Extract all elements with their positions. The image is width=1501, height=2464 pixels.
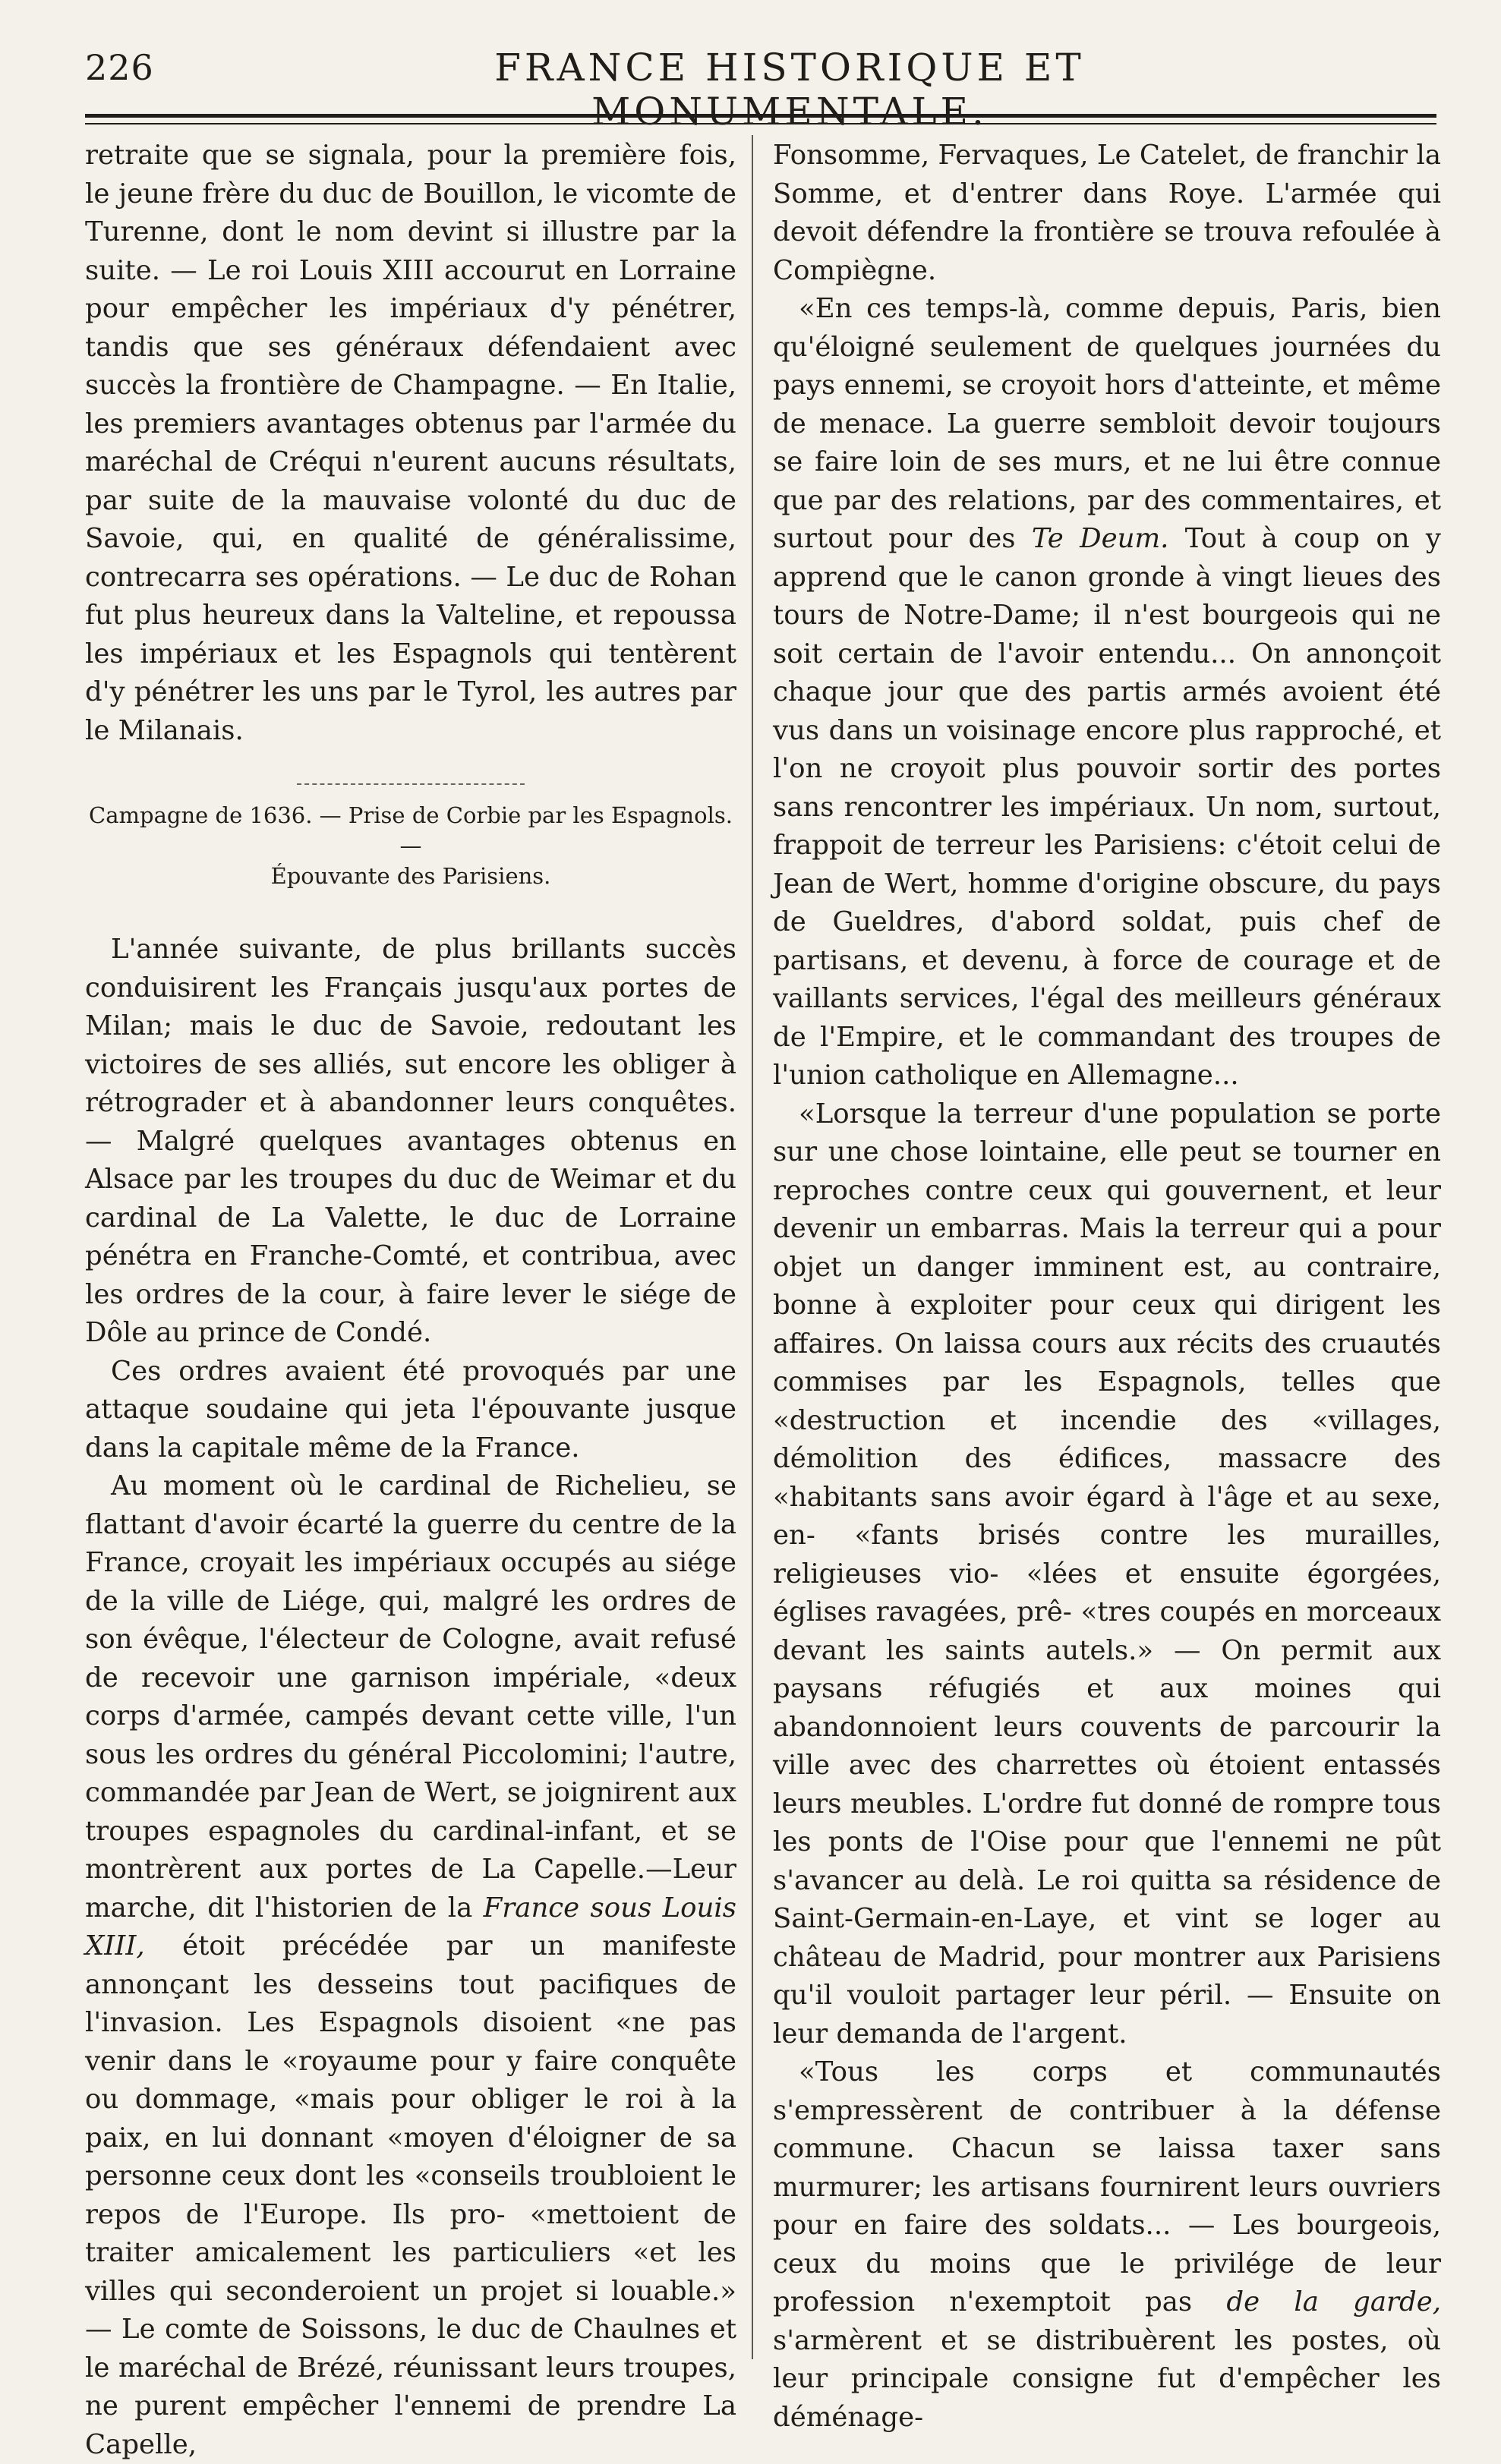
left-paragraph-3: Ces ordres avaient été provoqués par une attaque soudaine qui jeta l'épouvante jusque dans la capitale même de la France. xyxy=(85,1355,736,1464)
left-column xyxy=(85,137,736,2464)
page-number: 226 xyxy=(85,47,154,88)
section-heading-line-2: Épouvante des Parisiens. xyxy=(270,863,551,889)
section-heading-line-1: Campagne de 1636. — Prise de Corbie par les Espagnols. — xyxy=(89,802,733,859)
right-column xyxy=(773,137,1441,2437)
running-title: FRANCE HISTORIQUE ET MONUMENTALE. xyxy=(494,46,1085,134)
left-paragraph-4 xyxy=(85,1467,736,2464)
te-deum-italic: Te Deum. xyxy=(1031,523,1169,554)
section-heading xyxy=(85,800,736,891)
right-paragraph-4 xyxy=(773,2053,1441,2437)
garde-italic: de la garde, xyxy=(1226,2286,1441,2317)
section-ornament-rule xyxy=(297,783,525,785)
left-paragraph-4-text-a: Au moment où le cardinal de Richelieu, se flattant d'avoir écarté la guerre du centre de la France, croyait les impériaux occupés au siége de la ville de Liége, qui, malgré les ordres de son évêque, l'électeur de Cologne, avait refusé de recevoir une garnison impériale, «deux corps d'armée, campés devant cette ville, l'un sous les ordres du général Piccolomini; l'autre, commandée par Jean de Wert, se joignirent aux troupes espagnoles du cardinal-infant, et se montrèrent aux portes de La Capelle.—Leur marche, dit l'historien de la xyxy=(85,1470,736,1924)
right-paragraph-3: «Lorsque la terreur d'une population se porte sur une chose lointaine, elle peut se tourner en reproches contre ceux qui gouvernent, et leur devenir un embarras. Mais la terreur qui a pour objet un danger imminent est, au contraire, bonne à exploiter pour ceux qui dirigent les affaires. On laissa cours aux récits des cruautés commises par les Espagnols, telles que «destruction et incendie des «villages, démolition des édifices, massacre des «habitants sans avoir égard à l'âge et au sexe, en- «fants brisés contre les murailles, religieuses vio- «lées et ensuite égorgées, églises ravagées, prê- «tres coupés en morceaux devant les saints autels.» — On permit aux paysans réfugiés et aux moines qui abandonnoient leurs couvents de parcourir la ville avec des charrettes où étoient entassés leurs meubles. L'ordre fut donné de rompre tous les ponts de l'Oise pour que l'ennemi ne pût s'avancer au delà. Le roi quitta sa résidence de Saint-Germain-en-Laye, et vint se loger au château de Madrid, pour montrer aux Parisiens qu'il vouloit partager leur péril. — Ensuite on leur demanda de l'argent. xyxy=(773,1098,1441,2050)
right-paragraph-2-text-b: Tout à coup on y apprend que le canon gronde à vingt lieues des tours de Notre-Dame; il n'est bourgeois qui ne soit certain de l'avoir entendu... On annonçoit chaque jour que des partis armés avoient été vus dans un voisinage encore plus rapproché, et l'on ne croyoit plus pouvoir sortir des portes sans rencontrer les impériaux. Un nom, surtout, frappoit de terreur les Parisiens: c'étoit celui de Jean de Wert, homme d'origine obscure, du pays de Gueldres, d'abord soldat, puis chef de partisans, et devenu, à force de courage et de vaillants services, l'égal des meilleurs généraux de l'Empire, et le commandant des troupes de l'union catholique en Allemagne... xyxy=(773,523,1441,1091)
right-paragraph-2-text-a: «En ces temps-là, comme depuis, Paris, bien qu'éloigné seulement de quelques journées du pays ennemi, se croyoit hors d'atteinte, et même de menace. La guerre sembloit devoir toujours se faire loin de ses murs, et ne lui être connue que par des relations, par des commentaires, et surtout pour des xyxy=(773,293,1441,554)
left-paragraph-1: retraite que se signala, pour la première fois, le jeune frère du duc de Bouillon, le vicomte de Turenne, dont le nom devint si illustre par la suite. — Le roi Louis XIII accourut en Lorraine pour empêcher les impériaux d'y pénétrer, tandis que ses généraux défendaient avec succès la frontière de Champagne. — En Italie, les premiers avantages obtenus par l'armée du maréchal de Créqui n'eurent aucuns résultats, par suite de la mauvaise volonté du duc de Savoie, qui, en qualité de généralissime, contrecarra ses opérations. — Le duc de Rohan fut plus heureux dans la Valteline, et repoussa les impériaux et les Espagnols qui tentèrent d'y pénétrer les uns par le Tyrol, les autres par le Milanais. xyxy=(85,140,736,746)
header-rule xyxy=(85,114,1436,124)
book-title-italic: France sous Louis XIII, xyxy=(85,1892,736,1961)
right-paragraph-4-text-b: s'armèrent et se distribuèrent les postes, où leur principale consigne fut d'empêcher les déménage- xyxy=(773,2324,1441,2433)
right-paragraph-2 xyxy=(773,290,1441,1095)
left-paragraph-4-text-b: étoit précédée par un manifeste annonçant les desseins tout pacifiques de l'invasion. Les Espagnols disoient «ne pas venir dans le «royaume pour y faire conquête ou dommage, «mais pour obliger le roi à la paix, en lui donnant «moyen d'éloigner de sa personne ceux dont les «conseils troubloient le repos de l'Europe. Ils pro- «mettoient de traiter amicalement les particuliers «et les villes qui seconderoient un projet si louable.» — Le comte de Soissons, le duc de Chaulnes et le maréchal de Brézé, réunissant leurs troupes, ne purent empêcher l'ennemi de prendre La Capelle, xyxy=(85,1930,736,2460)
right-paragraph-1: Fonsomme, Fervaques, Le Catelet, de franchir la Somme, et d'entrer dans Roye. L'armée qui devoit défendre la frontière se trouva refoulée à Compiègne. xyxy=(773,140,1441,286)
right-paragraph-4-text-a: «Tous les corps et communautés s'empressèrent de contribuer à la défense commune. Chacun se laissa taxer sans murmurer; les artisans fournirent leurs ouvriers pour en faire des soldats... — Les bourgeois, ceux du moins que le privilége de leur profession n'exemptoit pas xyxy=(773,2056,1441,2317)
column-divider xyxy=(752,135,753,2359)
left-paragraph-2: L'année suivante, de plus brillants succès conduisirent les Français jusqu'aux portes de Milan; mais le duc de Savoie, redoutant les victoires de ses alliés, sut encore les obliger à rétrograder et à abandonner leurs conquêtes. — Malgré quelques avantages obtenus en Alsace par les troupes du duc de Weimar et du cardinal de La Valette, le duc de Lorraine pénétra en Franche-Comté, et contribua, avec les ordres de la cour, à faire lever le siége de Dôle au prince de Condé. xyxy=(85,934,736,1348)
